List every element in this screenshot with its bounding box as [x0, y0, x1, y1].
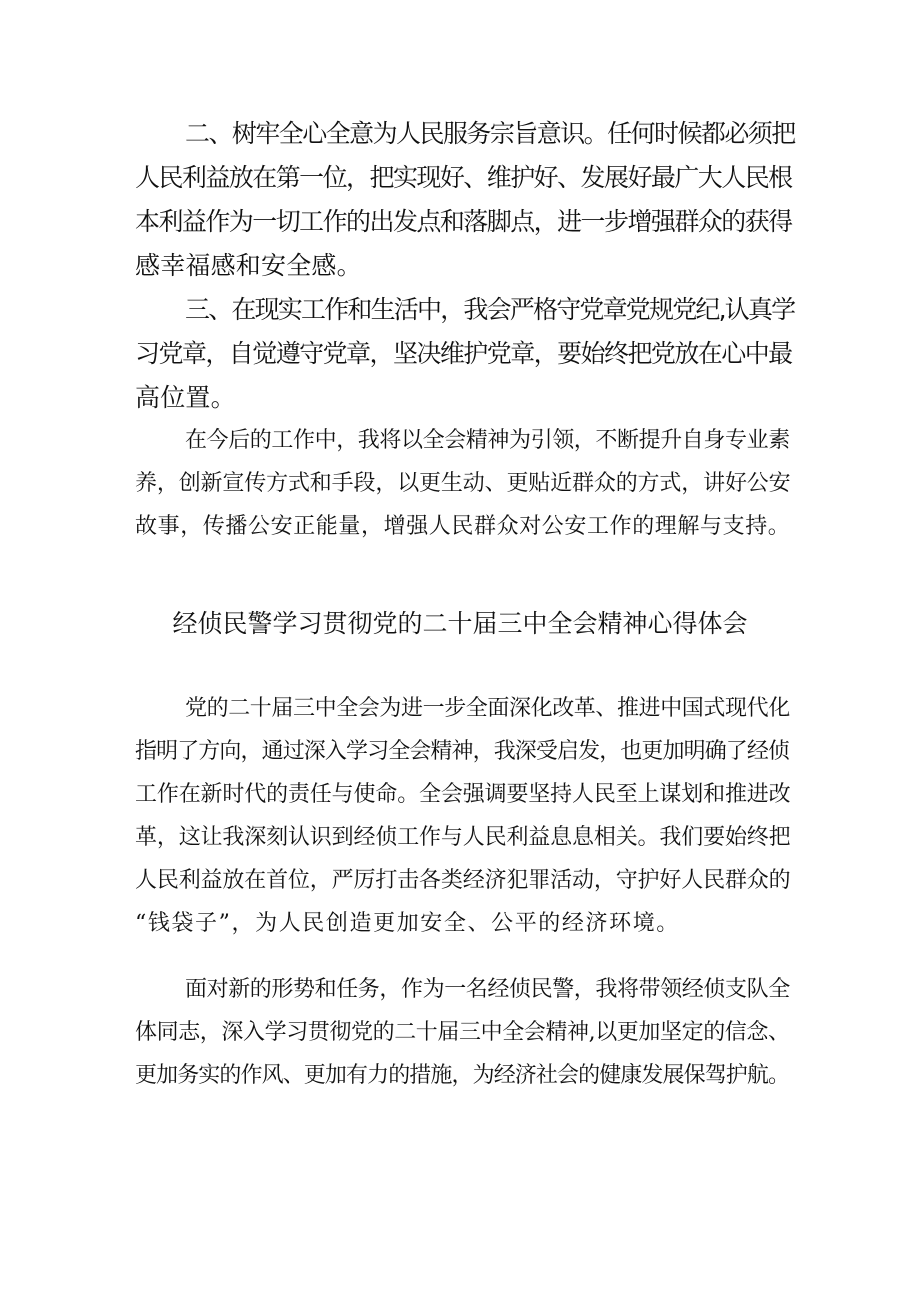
paragraph-party-constitution — [135, 288, 795, 420]
article-title: 经侦民警学习贯彻党的二十届三中全会精神心得体会 — [172, 609, 748, 638]
paragraph-plenary-guidance — [135, 687, 795, 945]
paragraph-line: “钱袋子”，为人民创造更加安全、公平的经济环境。 — [135, 911, 680, 936]
paragraph-purpose-awareness — [135, 112, 795, 288]
paragraph-line: 指明了方向，通过深入学习全会精神，我深受启发，也更加明确了经侦 — [135, 739, 790, 764]
paragraph-line: 感幸福感和安全感。 — [135, 251, 362, 280]
paragraph-line: 习党章，自觉遵守党章，坚决维护党章，要始终把党放在心中最 — [135, 339, 792, 368]
paragraph-line: 革，这让我深刻认识到经侦工作与人民利益息息相关。我们要始终把 — [135, 825, 791, 850]
paragraph-line: 高位置。 — [135, 383, 236, 412]
paragraph-new-tasks — [135, 968, 795, 1097]
paragraph-line: 养，创新宣传方式和手段，以更生动、更贴近群众的方式，讲好公安 — [135, 471, 791, 496]
paragraph-line: 人民利益放在首位，严厉打击各类经济犯罪活动，守护好人民群众的 — [135, 868, 791, 893]
paragraph-line: 体同志，深入学习贯彻党的二十届三中全会精神,以更加坚定的信念、 — [135, 1020, 790, 1045]
paragraph-line: 面对新的形势和任务，作为一名经侦民警，我将带领经侦支队全 — [185, 977, 790, 1002]
paragraph-line: 三、在现实工作和生活中，我会严格守党章党规党纪,认真学 — [185, 295, 795, 324]
paragraph-line: 在今后的工作中，我将以全会精神为引领，不断提升自身专业素 — [185, 428, 790, 453]
paragraph-line: 故事，传播公安正能量，增强人民群众对公安工作的理解与支持。 — [135, 514, 791, 539]
paragraph-line: 更加务实的作风、更加有力的措施，为经济社会的健康发展保驾护航。 — [135, 1063, 790, 1088]
paragraph-line: 二、树牢全心全意为人民服务宗旨意识。任何时候都必须把 — [185, 119, 795, 148]
paragraph-line: 工作在新时代的责任与使命。全会强调要坚持人民至上谋划和推进改 — [135, 782, 791, 807]
paragraph-future-work — [135, 419, 795, 548]
paragraph-line: 党的二十届三中全会为进一步全面深化改革、推进中国式现代化 — [185, 696, 790, 721]
paragraph-line: 本利益作为一切工作的出发点和落脚点，进一步增强群众的获得 — [135, 207, 792, 236]
paragraph-line: 人民利益放在第一位，把实现好、维护好、发展好最广大人民根 — [135, 163, 792, 192]
